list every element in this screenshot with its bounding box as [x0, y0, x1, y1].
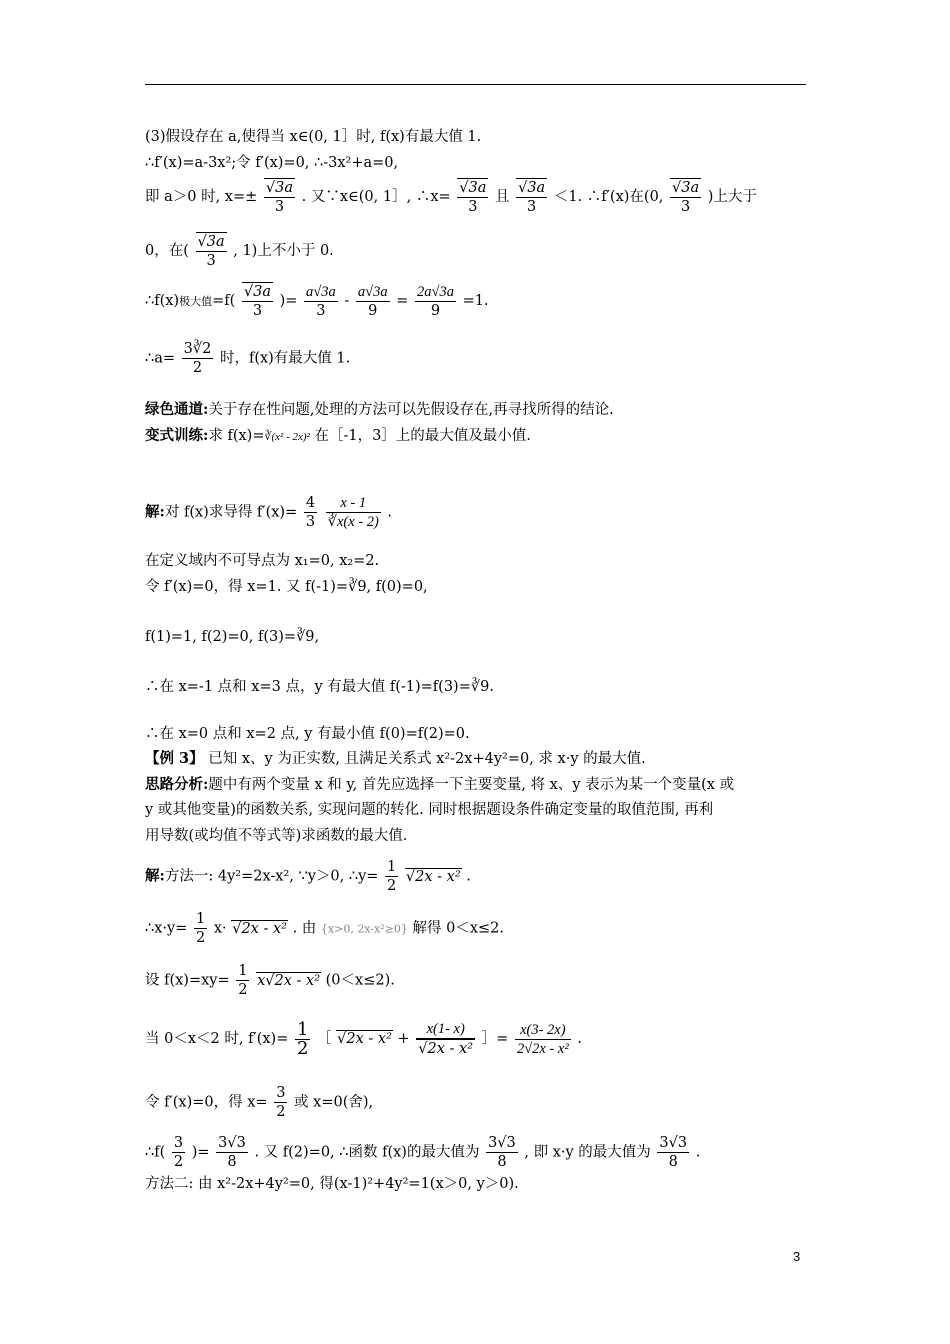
fraction: $\frac{3√3}{8}$ — [488, 1135, 516, 1170]
math-expr: ∛(x² - 2x)² — [264, 431, 310, 443]
math-expr: √2x - x² — [405, 868, 461, 885]
text: 方法一: 4y²=2x-x², ∵y＞0, ∴y= — [164, 868, 379, 885]
text: 已知 x、y 为正实数, 且满足关系式 x²-2x+4y²=0, 求 x·y 的最大值. — [208, 751, 646, 767]
math-expr: x√2x - x² — [257, 972, 321, 989]
section-label: 解: — [145, 503, 165, 521]
fraction: $\frac{√3a}{3}$ — [265, 180, 294, 215]
fraction: $\frac{1}{2}$ — [296, 1018, 309, 1059]
fraction: $\frac{3}{2}$ — [173, 1135, 184, 1170]
text: 用导数(或均值不等式等)求函数的最大值. — [145, 828, 408, 844]
text: . — [577, 1031, 582, 1047]
math-line — [145, 1084, 810, 1121]
text: 0，在( — [145, 243, 189, 259]
text-line — [145, 749, 810, 769]
example-label: 【例 3】 — [145, 750, 204, 767]
fraction: $\frac{4}{3}$ — [305, 495, 316, 530]
text: . 又 f(2)=0, ∴函数 f(x)的最大值为 — [254, 1144, 480, 1161]
math-line — [145, 858, 810, 895]
text-line — [145, 775, 810, 795]
text: = — [396, 293, 409, 309]
section-label: 绿色通道: — [145, 401, 209, 418]
text: . — [387, 504, 393, 521]
fraction: $\frac{x(3- 2x)}{\text{2√2x - x²}}$ — [516, 1021, 569, 1057]
text: (0＜x≤2). — [325, 972, 395, 989]
fraction: $\frac{√3a}{3}$ — [672, 180, 700, 215]
text: ∴f( — [145, 1144, 166, 1161]
text: . 又∵x∈(0, 1］, ∴x= — [301, 189, 451, 205]
text-line — [145, 551, 810, 571]
text: , 1)上不小于 0. — [233, 243, 334, 259]
text: 令 f′(x)=0，得 x=1. 又 f(-1)= — [145, 579, 349, 595]
text: 设 f(x)=xy= — [145, 972, 230, 989]
fraction: $\frac{√3a}{3}$ — [459, 180, 487, 215]
text-line — [145, 800, 810, 820]
text: 题中有两个变量 x 和 y, 首先应选择一下主要变量, 将 x、y 表示为某一个变量(x 或 — [208, 777, 735, 793]
text: ［ — [317, 1031, 332, 1047]
subscript: 极大值 — [179, 295, 213, 308]
math-line — [145, 340, 810, 377]
text: 令 f′(x)=0，得 x= — [145, 1094, 268, 1111]
text: =1. — [462, 293, 489, 309]
text: ］= — [481, 1031, 509, 1047]
math-line — [145, 910, 810, 947]
math-line — [145, 426, 810, 447]
math-system: {x>0, 2x-x²≥0} — [320, 922, 408, 936]
text: . — [695, 1144, 701, 1161]
text: f(1)=1, f(2)=0, f(3)= — [145, 629, 297, 645]
text: )= — [191, 1144, 210, 1161]
text-line — [145, 400, 810, 420]
text: ∴x·y= — [145, 920, 188, 937]
text: 当 0＜x＜2 时, f′(x)= — [145, 1031, 289, 1047]
text: 时，f(x)有最大值 1. — [219, 350, 351, 367]
fraction: $\frac{x(1- x)}{\text{√2x - x²}}$ — [418, 1021, 474, 1057]
fraction: $\frac{3√3}{8}$ — [659, 1135, 688, 1170]
text: y 或其他变量)的函数关系, 实现问题的转化. 同时根据题设条件确定变量的取值范围, 再利 — [145, 802, 714, 818]
text: )上大于 — [707, 189, 757, 205]
text: . 由 — [292, 920, 317, 937]
text-line — [145, 1174, 810, 1194]
fraction: $\frac{1}{2}$ — [238, 963, 248, 998]
text: 对 f(x)求导得 f′(x)= — [164, 504, 298, 521]
text: . — [466, 868, 471, 885]
text: , 即 x·y 的最大值为 — [524, 1144, 651, 1161]
header-rule — [145, 84, 806, 85]
fraction: $\frac{3∛2}{2}$ — [183, 341, 212, 376]
text: 方法二: 由 x²-2x+4y²=0, 得(x-1)²+4y²=1(x＞0, y＞0). — [145, 1176, 519, 1192]
fraction: $\frac{√3a}{3}$ — [243, 284, 272, 319]
math-line — [145, 677, 810, 697]
fraction: $\frac{a√3a}{9}$ — [357, 283, 388, 319]
math-expr: ∛9 — [348, 579, 367, 595]
fraction: $\frac{x - 1}{∛x(x - 2)}$ — [327, 495, 379, 530]
text: 在定义域内不可导点为 x₁=0, x₂=2. — [145, 553, 380, 569]
math-line — [145, 494, 810, 531]
math-line — [145, 577, 810, 597]
text: x· — [213, 920, 227, 937]
fraction: $\frac{2a√3a}{9}$ — [416, 283, 454, 319]
section-label: 变式训练: — [145, 427, 209, 444]
fraction: $\frac{3√3}{8}$ — [218, 1135, 246, 1170]
math-line — [145, 962, 810, 999]
math-expr: √2x - x² — [232, 920, 287, 937]
text: =f( — [212, 293, 236, 309]
math-line — [145, 178, 810, 216]
text: 或 x=0(舍), — [294, 1094, 374, 1111]
section-label: 解: — [145, 867, 165, 885]
section-label: 思路分析: — [145, 776, 209, 793]
text: 求 f(x)= — [208, 428, 265, 444]
fraction: $\frac{a√3a}{3}$ — [306, 283, 336, 319]
text: ∴f(x) — [145, 293, 180, 309]
text: - — [344, 293, 350, 309]
text-line — [145, 153, 810, 173]
text-line — [145, 826, 810, 846]
fraction: $\frac{3}{2}$ — [276, 1085, 286, 1120]
text-line — [145, 127, 810, 147]
math-line — [145, 1134, 810, 1171]
text: ＜1. ∴f′(x)在(0, — [553, 189, 664, 205]
fraction: $\frac{1}{2}$ — [387, 859, 397, 894]
math-line — [145, 282, 810, 320]
text: )= — [279, 293, 298, 309]
math-line — [145, 627, 810, 647]
fraction: $\frac{√3a}{3}$ — [518, 180, 546, 215]
text: (3)假设存在 a,使得当 x∈(0, 1］时, f(x)有最大值 1. — [145, 129, 482, 145]
text: ∴在 x=0 点和 x=2 点, y 有最小值 f(0)=f(2)=0. — [145, 726, 470, 742]
text: ∴a= — [145, 350, 176, 367]
math-line — [145, 1020, 810, 1058]
text: , f(0)=0, — [366, 579, 428, 595]
fraction: $\frac{√3a}{3}$ — [197, 234, 225, 269]
text: . — [489, 679, 494, 695]
text: 关于存在性问题,处理的方法可以先假设存在,再寻找所得的结论. — [208, 402, 614, 418]
page-number: 3 — [793, 1249, 801, 1264]
math-expr: ∛9 — [296, 629, 315, 645]
text-line — [145, 724, 810, 744]
text: 解得 0＜x≤2. — [412, 920, 504, 937]
fraction: $\frac{1}{2}$ — [195, 911, 206, 946]
text: 即 a＞0 时, x=± — [145, 189, 258, 205]
text: ∴在 x=-1 点和 x=3 点，y 有最大值 f(-1)=f(3)= — [145, 679, 471, 695]
math-expr: √2x - x² — [337, 1031, 392, 1047]
text: + — [397, 1031, 410, 1047]
text: , — [314, 629, 320, 645]
math-expr: ∛9 — [470, 679, 490, 695]
text: 且 — [494, 189, 510, 205]
text: 在［-1，3］上的最大值及最小值. — [314, 428, 531, 444]
math-line — [145, 232, 810, 270]
text: ∴f′(x)=a-3x²;令 f′(x)=0, ∴-3x²+a=0, — [145, 155, 399, 171]
